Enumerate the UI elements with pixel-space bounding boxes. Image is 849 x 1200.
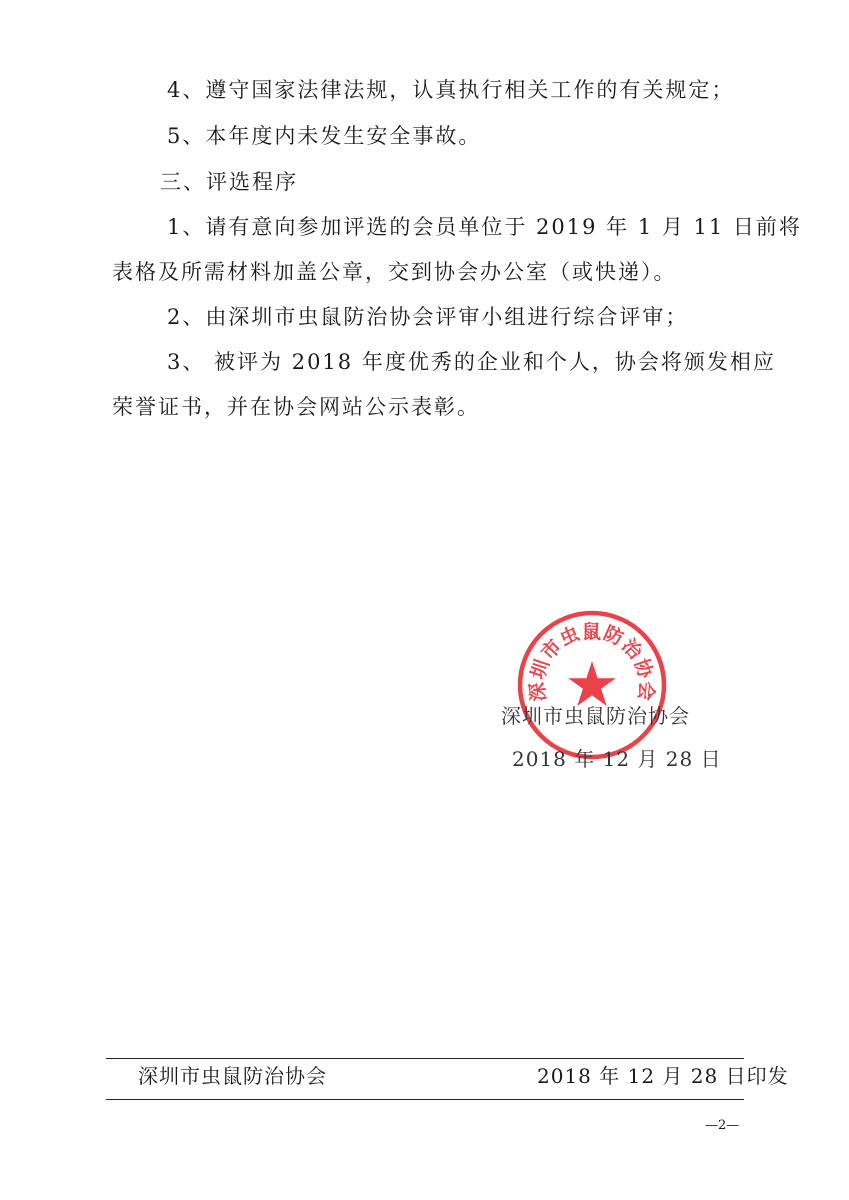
criteria-item-4: 4、遵守国家法律法规，认真执行相关工作的有关规定； <box>167 78 735 102</box>
svg-text:深圳市虫鼠防治协会: 深圳市虫鼠防治协会 <box>526 620 658 703</box>
section-heading-procedure: 三、评选程序 <box>160 170 298 194</box>
criteria-item-5: 5、本年度内未发生安全事故。 <box>167 124 482 148</box>
footer-issue-date: 2018 年 12 月 28 日印发 <box>537 1064 789 1088</box>
footer-bottom-rule <box>106 1099 744 1100</box>
signature-organization: 深圳市虫鼠防治协会 <box>501 704 690 728</box>
footer-organization: 深圳市虫鼠防治协会 <box>138 1064 327 1088</box>
page-number: —2— <box>705 1118 740 1133</box>
procedure-item-2: 2、由深圳市虫鼠防治协会评审小组进行综合评审； <box>167 305 689 329</box>
footer-top-rule <box>106 1058 744 1059</box>
procedure-item-3-line-1: 3、 被评为 2018 年度优秀的企业和个人，协会将颁发相应 <box>167 350 776 374</box>
procedure-item-3-line-2: 荣誉证书，并在协会网站公示表彰。 <box>112 395 480 419</box>
signature-date: 2018 年 12 月 28 日 <box>512 747 722 771</box>
official-seal-stamp <box>516 609 668 761</box>
procedure-item-1-line-1: 1、请有意向参加评选的会员单位于 2019 年 1 月 11 日前将 <box>167 215 802 239</box>
procedure-item-1-line-2: 表格及所需材料加盖公章，交到协会办公室（或快递）。 <box>112 260 677 284</box>
